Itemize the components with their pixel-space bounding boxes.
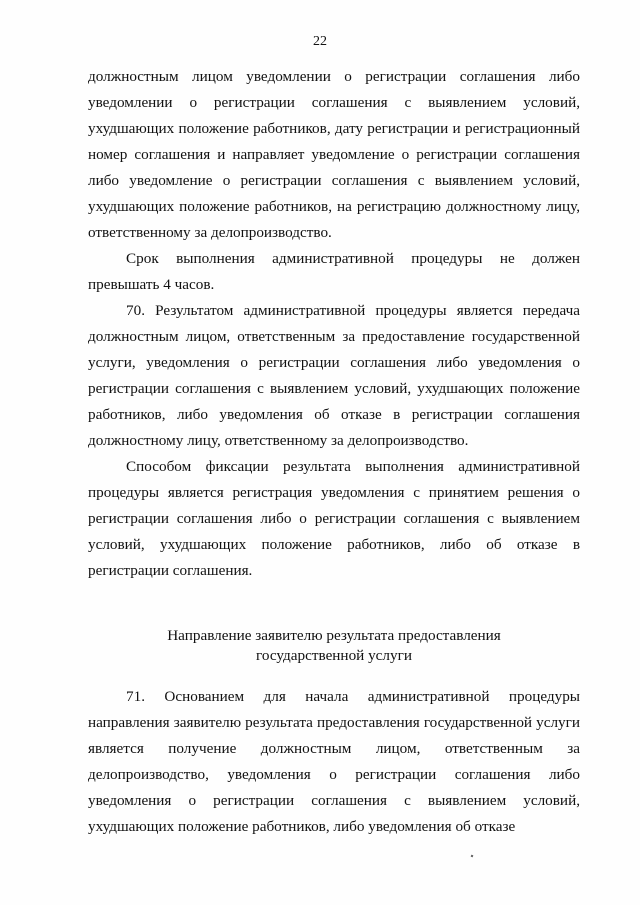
paragraph-71: 71. Основанием для начала административной процедуры направления заявителю результата предоставления государственной услуги является получение должностным лицом, ответственным за делопроизводство, уведомления о регистрации соглашения либо уведомления о регистрации соглашения с выявлением условий, ухудшающих положение работников, либо уведомления об отказе (88, 688, 580, 835)
document-body (88, 64, 580, 840)
scan-speck (471, 855, 474, 858)
section-heading-line-2: государственной услуги (256, 647, 412, 664)
paragraph-70: 70. Результатом административной процедуры является передача должностным лицом, ответственным за предоставление государственной услуги, уведомления о регистрации соглашения либо уведомления о регистрации соглашения с выявлением условий, ухудшающих положение работников, либо уведомления об отказе в регистрации соглашения должностному лицу, ответственному за делопроизводство. (88, 302, 580, 449)
section-heading-line-1: Направление заявителю результата предоставления (167, 627, 501, 644)
page-number: 22 (313, 34, 327, 49)
paragraph-fixation-method: Способом фиксации результата выполнения административной процедуры является регистрация уведомления с принятием решения о регистрации соглашения либо о регистрации соглашения с выявлением условий, ухудшающих положение работников, либо об отказе в регистрации соглашения. (88, 458, 580, 579)
paragraph-deadline: Срок выполнения административной процедуры не должен превышать 4 часов. (88, 250, 580, 293)
section-heading (88, 626, 580, 666)
paragraph-continuation: должностным лицом уведомлении о регистрации соглашения либо уведомлении о регистрации соглашения с выявлением условий, ухудшающих положение работников, дату регистрации и регистрационный номер соглашения и направляет уведомление о регистрации соглашения либо уведомление о регистрации соглашения с выявлением условий, ухудшающих положение работников, на регистрацию должностному лицу, ответственному за делопроизводство. (88, 68, 580, 241)
